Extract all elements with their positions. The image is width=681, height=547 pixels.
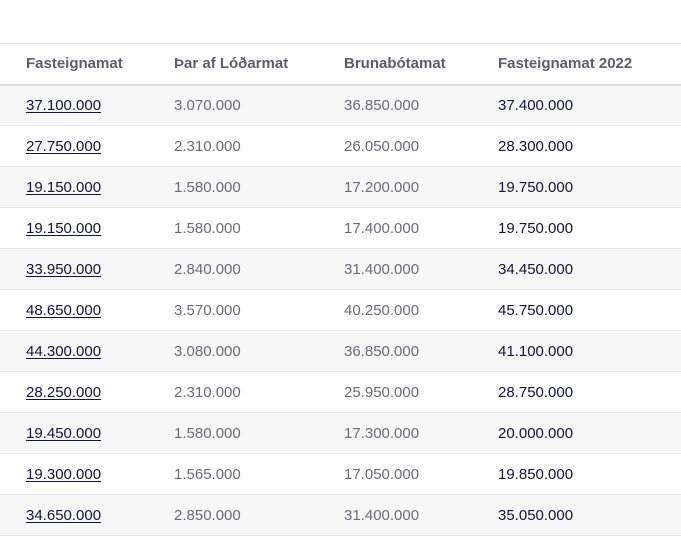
- brunabotamat-cell: 36.850.000: [344, 96, 420, 114]
- lodarmat-cell: 1.565.000: [174, 465, 241, 483]
- brunabotamat-cell: 17.200.000: [344, 178, 420, 196]
- lodarmat-cell: 1.580.000: [174, 178, 241, 196]
- table-row: [0, 495, 681, 536]
- brunabotamat-cell: 26.050.000: [344, 137, 420, 155]
- fasteignamat-2022-cell: 45.750.000: [498, 301, 574, 319]
- fasteignamat-2022-cell: 37.400.000: [498, 96, 574, 114]
- fasteignamat-2022-cell: 28.300.000: [498, 137, 574, 155]
- lodarmat-cell: 3.570.000: [174, 301, 241, 319]
- fasteignamat-link[interactable]: 37.100.000: [26, 96, 102, 114]
- brunabotamat-cell: 17.300.000: [344, 424, 420, 442]
- brunabotamat-cell: 31.400.000: [344, 260, 420, 278]
- lodarmat-cell: 2.310.000: [174, 137, 241, 155]
- table-row: [0, 372, 681, 413]
- fasteignamat-link[interactable]: 48.650.000: [26, 301, 102, 319]
- fasteignamat-2022-cell: 28.750.000: [498, 383, 574, 401]
- fasteignamat-link[interactable]: 19.150.000: [26, 178, 102, 196]
- lodarmat-cell: 1.580.000: [174, 424, 241, 442]
- fasteignamat-link[interactable]: 28.250.000: [26, 383, 102, 401]
- table-row: [0, 413, 681, 454]
- fasteignamat-link[interactable]: 19.150.000: [26, 219, 102, 237]
- fasteignamat-link[interactable]: 44.300.000: [26, 342, 102, 360]
- fasteignamat-cell: [0, 249, 174, 290]
- fasteignamat-2022-cell: 19.850.000: [498, 465, 574, 483]
- lodarmat-cell: 2.840.000: [174, 260, 241, 278]
- fasteignamat-2022-cell: 19.750.000: [498, 178, 574, 196]
- table-row: [0, 290, 681, 331]
- table-row: [0, 208, 681, 249]
- fasteignamat-cell: [0, 495, 174, 536]
- fasteignamat-link[interactable]: 34.650.000: [26, 506, 102, 524]
- fasteignamat-cell: [0, 454, 174, 495]
- column-header-lodarmat: Þar af Lóðarmat: [174, 55, 289, 73]
- lodarmat-cell: 2.850.000: [174, 506, 241, 524]
- table-row: [0, 126, 681, 167]
- property-valuation-table-container: [0, 43, 681, 536]
- column-header-brunabotamat: Brunabótamat: [344, 55, 446, 73]
- fasteignamat-2022-cell: 35.050.000: [498, 506, 574, 524]
- brunabotamat-cell: 17.050.000: [344, 465, 420, 483]
- lodarmat-cell: 3.080.000: [174, 342, 241, 360]
- fasteignamat-cell: [0, 413, 174, 454]
- fasteignamat-link[interactable]: 19.450.000: [26, 424, 102, 442]
- brunabotamat-cell: 40.250.000: [344, 301, 420, 319]
- fasteignamat-2022-cell: 34.450.000: [498, 260, 574, 278]
- table-row: [0, 249, 681, 290]
- fasteignamat-cell: [0, 85, 174, 126]
- brunabotamat-cell: 17.400.000: [344, 219, 420, 237]
- table-row: [0, 167, 681, 208]
- fasteignamat-link[interactable]: 19.300.000: [26, 465, 102, 483]
- table-row: [0, 331, 681, 372]
- fasteignamat-2022-cell: 19.750.000: [498, 219, 574, 237]
- brunabotamat-cell: 31.400.000: [344, 506, 420, 524]
- fasteignamat-link[interactable]: 33.950.000: [26, 260, 102, 278]
- lodarmat-cell: 1.580.000: [174, 219, 241, 237]
- brunabotamat-cell: 36.850.000: [344, 342, 420, 360]
- brunabotamat-cell: 25.950.000: [344, 383, 420, 401]
- lodarmat-cell: 3.070.000: [174, 96, 241, 114]
- fasteignamat-link[interactable]: 27.750.000: [26, 137, 102, 155]
- fasteignamat-cell: [0, 331, 174, 372]
- lodarmat-cell: 2.310.000: [174, 383, 241, 401]
- fasteignamat-cell: [0, 208, 174, 249]
- property-valuation-table: [0, 43, 681, 536]
- fasteignamat-cell: [0, 126, 174, 167]
- fasteignamat-2022-cell: 20.000.000: [498, 424, 574, 442]
- table-row: [0, 454, 681, 495]
- column-header-fasteignamat: Fasteignamat: [26, 55, 123, 73]
- fasteignamat-cell: [0, 372, 174, 413]
- fasteignamat-2022-cell: 41.100.000: [498, 342, 574, 360]
- column-header-fasteignamat-2022: Fasteignamat 2022: [498, 55, 633, 73]
- table-header-row: [0, 44, 681, 85]
- table-row: [0, 85, 681, 126]
- fasteignamat-cell: [0, 290, 174, 331]
- fasteignamat-cell: [0, 167, 174, 208]
